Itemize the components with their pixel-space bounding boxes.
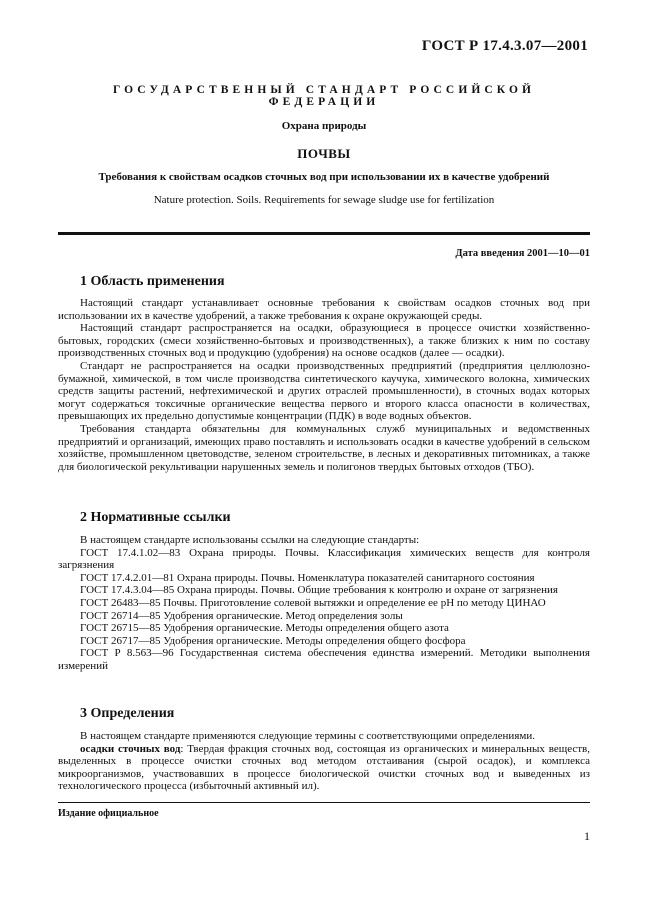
- title-divider: [58, 232, 590, 235]
- title-english: Nature protection. Soils. Requirements for sewage sludge use for fertilization: [153, 194, 495, 206]
- reference-item: ГОСТ Р 8.563—96 Государственная система обеспечения единства измерений. Методики выполнения измерений: [58, 647, 590, 672]
- section-2-body: [58, 534, 590, 673]
- section-2-heading: 2 Нормативные ссылки: [80, 510, 231, 525]
- title-line-3: Требования к свойствам осадков сточных вод при использовании их в качестве удобрений: [98, 171, 550, 183]
- section-1-paragraph: Требования стандарта обязательны для коммунальных служб муниципальных и ведомственных предприятий и организаций, имеющих право поставлять и использовать осадки в качестве удобрений в сельском хозяйстве, промышленном цветоводстве, зеленом строительстве, в лесных и декоративных питомниках, а также для биологической рекультивации нарушенных земель и полигонов твердых бытовых отходов (ТБО).: [58, 422, 590, 473]
- reference-item: ГОСТ 26714—85 Удобрения органические. Метод определения золы: [80, 609, 403, 622]
- definition-paragraph: [58, 743, 590, 793]
- section-3-heading: 3 Определения: [80, 706, 175, 721]
- section-1-paragraph: Стандарт не распространяется на осадки производственных предприятий (предприятия целлюлозно-бумажной, химической, в том числе производства синтетического каучука, химического волокна, химических средств защиты растений, нефтехимической и других отраслей промышленности), в сточных водах которых могут содержаться токсичные органические вещества первого и второго класса опасности в количествах, превышающих их предельно допустимые концентрации (ПДК) в воде водных объектов.: [58, 359, 590, 423]
- section-1-paragraph: Настоящий стандарт устанавливает основные требования к свойствам осадков сточных вод при использовании их в качестве удобрений, а также требования к охране окружающей среды.: [58, 297, 590, 322]
- reference-item: ГОСТ 17.4.2.01—81 Охрана природы. Почвы. Номенклатура показателей санитарного состояния: [80, 571, 535, 584]
- page-number: 1: [584, 829, 590, 843]
- document-code: ГОСТ Р 17.4.3.07—2001: [421, 38, 588, 54]
- definition-text: : Твердая фракция сточных вод, состоящая из органических и минеральных веществ, выделенных в процессе очистки сточных вод методом отстаивания (сырой осадок), и комплекса микроорганизмов, участвовавших в процессе биологической очистки сточных вод и выведенных из технологического процесса (избыточный активный ил).: [58, 742, 590, 793]
- title-line-2: ПОЧВЫ: [297, 146, 351, 161]
- reference-item: ГОСТ 17.4.3.04—85 Охрана природы. Почвы. Общие требования к контролю и охране от загрязнения: [80, 584, 558, 597]
- defined-term: осадки сточных вод: [80, 742, 181, 755]
- title-line-1: Охрана природы: [281, 120, 367, 132]
- introduction-date: Дата введения 2001—10—01: [455, 248, 590, 259]
- reference-item: ГОСТ 26483—85 Почвы. Приготовление солевой вытяжки и определение ее pH по методу ЦИНАО: [80, 596, 546, 609]
- reference-item: ГОСТ 26715—85 Удобрения органические. Методы определения общего азота: [80, 622, 449, 635]
- official-edition-label: Издание официальное: [58, 808, 159, 819]
- section-3-intro: В настоящем стандарте применяются следующие термины с соответствующими определениями.: [80, 730, 535, 742]
- state-standard-heading: ГОСУДАРСТВЕННЫЙ СТАНДАРТ РОССИЙСКОЙ ФЕДЕРАЦИИ: [112, 84, 536, 108]
- reference-item: ГОСТ 26717—85 Удобрения органические. Методы определения общего фосфора: [80, 634, 466, 647]
- section-3-body: [58, 730, 590, 793]
- section-1-heading: 1 Область применения: [80, 274, 225, 289]
- section-1-body: [58, 297, 590, 473]
- reference-item: ГОСТ 17.4.1.02—83 Охрана природы. Почвы. Классификация химических веществ для контроля загрязнения: [58, 546, 590, 572]
- section-1-paragraph: Настоящий стандарт распространяется на осадки, образующиеся в процессе очистки хозяйственно-бытовых, городских (смеси хозяйственно-бытовых и производственных), а также близких к ним по составу производственных сточных вод и продукцию (удобрения) на основе осадков (далее — осадки).: [58, 322, 590, 360]
- footer-divider: [58, 802, 590, 803]
- section-2-intro: В настоящем стандарте использованы ссылки на следующие стандарты:: [80, 534, 420, 546]
